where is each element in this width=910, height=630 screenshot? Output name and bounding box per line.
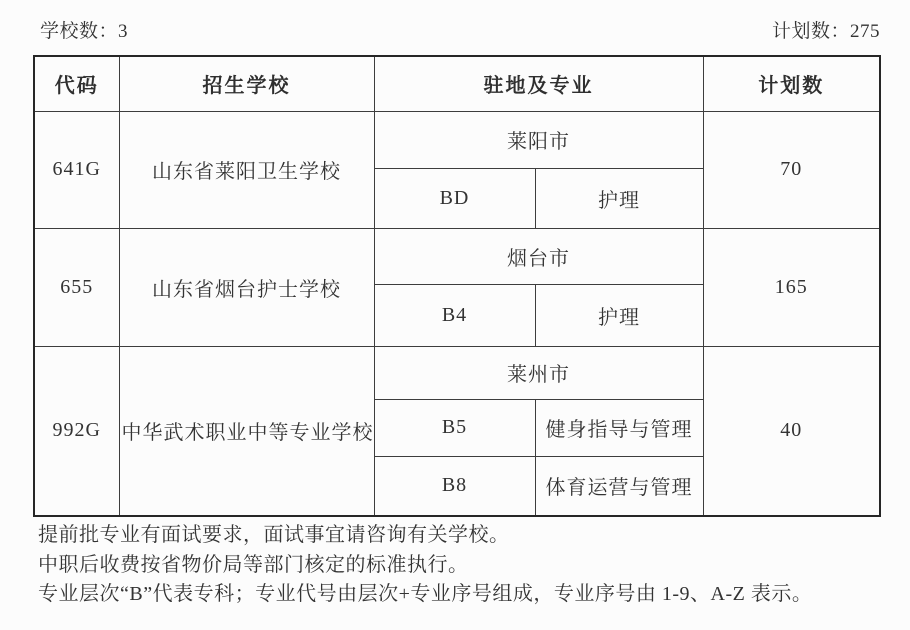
header-school: 招生学校 <box>119 56 374 111</box>
summary-bar <box>40 16 880 43</box>
school-count <box>40 16 128 43</box>
cell-major-name: 护理 <box>535 168 703 228</box>
cell-major-code: BD <box>374 168 535 228</box>
header-location-major: 驻地及专业 <box>374 56 703 111</box>
header-plan: 计划数 <box>703 56 880 111</box>
cell-major-code: B5 <box>374 399 535 456</box>
cell-code: 641G <box>34 111 119 228</box>
cell-plan: 70 <box>703 111 880 228</box>
school-count-value: 3 <box>118 21 129 42</box>
enrollment-plan-table <box>33 55 881 517</box>
cell-school: 中华武术职业中等专业学校 <box>119 346 374 516</box>
footnote-line: 专业层次“B”代表专科；专业代号由层次+专业序号组成，专业序号由 1-9、A-Z 表示。 <box>38 583 813 605</box>
footnotes <box>38 521 898 610</box>
cell-plan: 165 <box>703 228 880 346</box>
cell-plan: 40 <box>703 346 880 516</box>
cell-major-code: B4 <box>374 284 535 346</box>
cell-city: 莱阳市 <box>374 111 703 168</box>
cell-school: 山东省莱阳卫生学校 <box>119 111 374 228</box>
header-code: 代码 <box>34 56 119 111</box>
footnote-line: 提前批专业有面试要求，面试事宜请咨询有关学校。 <box>38 524 510 546</box>
cell-school: 山东省烟台护士学校 <box>119 228 374 346</box>
cell-code: 992G <box>34 346 119 516</box>
table-header-row <box>34 56 880 111</box>
cell-major-name: 健身指导与管理 <box>535 399 703 456</box>
plan-total <box>772 16 880 43</box>
cell-code: 655 <box>34 228 119 346</box>
footnote-line: 中职后收费按省物价局等部门核定的标准执行。 <box>38 553 469 576</box>
cell-major-name: 护理 <box>535 284 703 346</box>
school-count-label: 学校数： <box>40 21 119 42</box>
plan-total-label: 计划数： <box>771 21 850 42</box>
plan-total-value: 275 <box>850 21 880 42</box>
cell-city: 莱州市 <box>374 346 703 399</box>
table-row <box>34 228 880 284</box>
cell-major-name: 体育运营与管理 <box>535 456 703 516</box>
cell-major-code: B8 <box>374 456 535 516</box>
cell-city: 烟台市 <box>374 228 703 284</box>
table-row <box>34 346 880 399</box>
table-row <box>34 111 880 168</box>
